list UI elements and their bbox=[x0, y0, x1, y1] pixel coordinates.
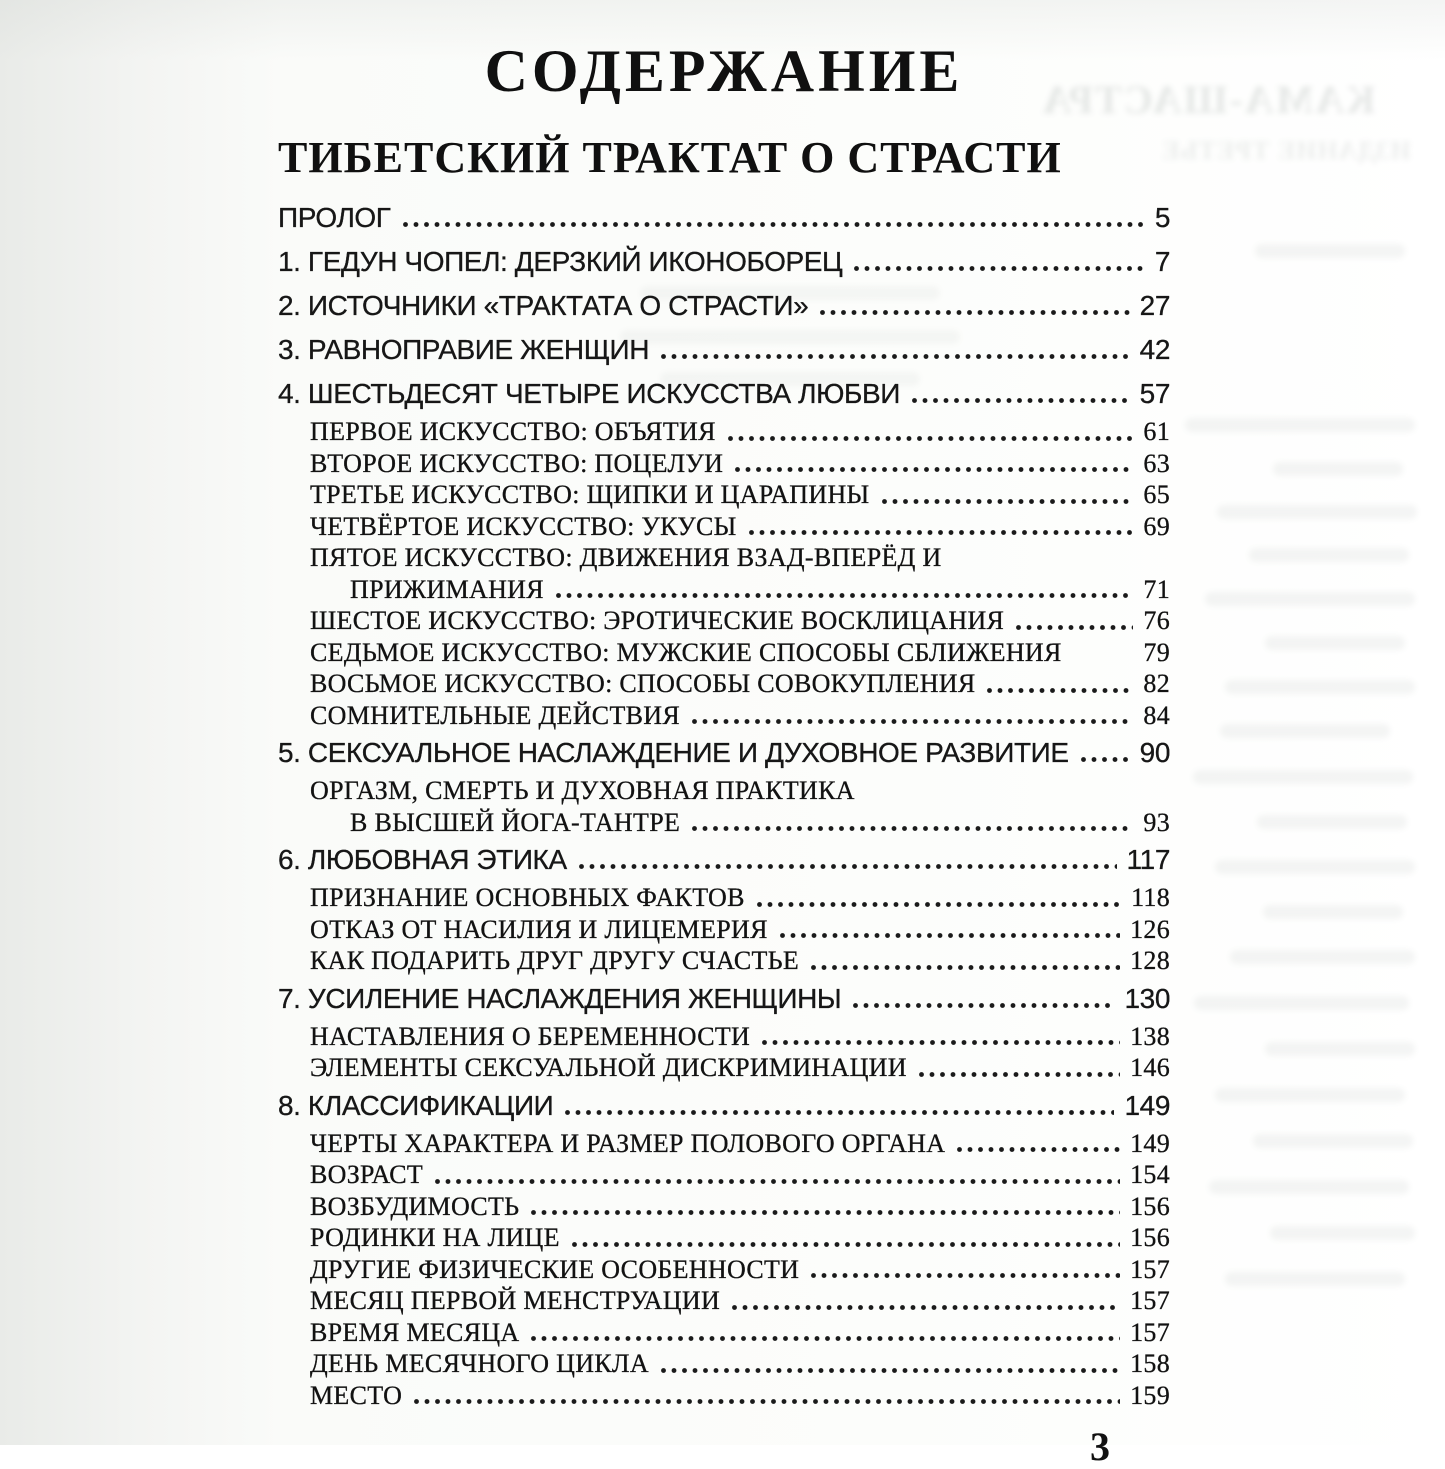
toc-entry-text: 6. ЛЮБОВНАЯ ЭТИКА bbox=[278, 844, 567, 875]
toc-entry-text: 3. РАВНОПРАВИЕ ЖЕНЩИН bbox=[278, 334, 650, 365]
toc-entry-text: СЕДЬМОЕ ИСКУССТВО: МУЖСКИЕ СПОСОБЫ СБЛИЖЕНИЯ bbox=[310, 637, 1062, 667]
toc-page-number: 128 bbox=[1130, 946, 1170, 975]
toc-entry bbox=[278, 914, 1170, 946]
showthrough-smudge bbox=[1185, 418, 1415, 432]
toc-entry bbox=[278, 511, 1170, 543]
toc-entry-text: ОТКАЗ ОТ НАСИЛИЯ И ЛИЦЕМЕРИЯ bbox=[310, 914, 768, 944]
toc-leader-dots bbox=[579, 863, 1117, 870]
toc-entry-text: МЕСЯЦ ПЕРВОЙ МЕНСТРУАЦИИ bbox=[310, 1286, 721, 1315]
toc-leader-dots bbox=[692, 718, 1133, 725]
toc-entry-text: 1. ГЕДУН ЧОПЕЛ: ДЕРЗКИЙ ИКОНОБОРЕЦ bbox=[278, 246, 843, 277]
toc-entry bbox=[278, 1254, 1170, 1286]
toc-page-number: 93 bbox=[1143, 807, 1170, 837]
showthrough-smudge bbox=[1273, 462, 1403, 476]
toc-leader-dots bbox=[749, 529, 1134, 536]
showthrough-smudge bbox=[1263, 905, 1403, 919]
toc-page-number: 5 bbox=[1154, 202, 1170, 233]
toc-entry-text: ТРЕТЬЕ ИСКУССТВО: ЩИПКИ И ЦАРАПИНЫ bbox=[310, 480, 870, 509]
toc-leader-dots bbox=[919, 1071, 1120, 1078]
toc-entry-text: ДРУГИЕ ФИЗИЧЕСКИЕ ОСОБЕННОСТИ bbox=[310, 1254, 800, 1284]
toc-entry-text: ВОСЬМОЕ ИСКУССТВО: СПОСОБЫ СОВОКУПЛЕНИЯ bbox=[310, 669, 976, 698]
showthrough-subtitle: ИЗДАНИЕ ТРЕТЬЕ bbox=[1161, 136, 1411, 165]
toc-leader-dots bbox=[732, 1304, 1120, 1311]
toc-entry-text: ВРЕМЯ МЕСЯЦА bbox=[310, 1317, 520, 1347]
toc-page-number: 156 bbox=[1130, 1191, 1170, 1221]
showthrough-smudge bbox=[1194, 996, 1409, 1010]
toc-leader-dots bbox=[728, 435, 1134, 442]
toc-leader-dots bbox=[403, 221, 1145, 228]
toc bbox=[278, 196, 1170, 1411]
toc-leader-dots bbox=[853, 1002, 1114, 1009]
toc-entry bbox=[278, 240, 1170, 284]
toc-leader-dots bbox=[811, 1272, 1120, 1279]
toc-entry bbox=[278, 448, 1170, 480]
toc-entry-text: СОМНИТЕЛЬНЫЕ ДЕЙСТВИЯ bbox=[310, 700, 680, 730]
toc-entry bbox=[278, 838, 1170, 882]
toc-entry bbox=[278, 1285, 1170, 1317]
toc-entry-text: МЕСТО bbox=[310, 1380, 403, 1410]
toc-page-number: 149 bbox=[1124, 1089, 1170, 1121]
page-title: СОДЕРЖАНИЕ bbox=[484, 38, 964, 104]
toc-entry bbox=[278, 1021, 1170, 1053]
toc-leader-dots bbox=[1016, 624, 1133, 631]
toc-entry bbox=[278, 372, 1170, 416]
toc-entry-text: 5. СЕКСУАЛЬНОЕ НАСЛАЖДЕНИЕ И ДУХОВНОЕ РАЗВИТИЕ bbox=[278, 737, 1069, 768]
showthrough-smudge bbox=[1205, 592, 1415, 606]
toc-entry bbox=[278, 1222, 1170, 1254]
toc-page-number: 79 bbox=[1143, 637, 1170, 667]
toc-entry-text: ПРИЖИМАНИЯ bbox=[350, 574, 544, 604]
toc-leader-dots bbox=[661, 353, 1130, 360]
toc-entry bbox=[278, 637, 1170, 669]
toc-entry bbox=[278, 1052, 1170, 1084]
toc-entry bbox=[278, 775, 1170, 807]
toc-leader-dots bbox=[531, 1335, 1120, 1342]
section-heading: ТИБЕТСКИЙ ТРАКТАТ О СТРАСТИ bbox=[278, 133, 1062, 182]
toc-entry-text: В ВЫСШЕЙ ЙОГА-ТАНТРЕ bbox=[350, 807, 681, 837]
toc-entry-text: 4. ШЕСТЬДЕСЯТ ЧЕТЫРЕ ИСКУССТВА ЛЮБВИ bbox=[278, 378, 900, 409]
showthrough-smudge bbox=[1270, 1226, 1415, 1240]
toc-entry bbox=[278, 1191, 1170, 1223]
toc-leader-dots bbox=[692, 825, 1133, 832]
toc-page-number: 61 bbox=[1143, 417, 1170, 446]
toc-page-number: 63 bbox=[1143, 448, 1170, 478]
toc-entry bbox=[278, 479, 1170, 511]
showthrough-smudge bbox=[1255, 244, 1405, 258]
toc-page-number: 138 bbox=[1130, 1021, 1170, 1051]
toc-entry bbox=[278, 416, 1170, 448]
toc-entry bbox=[278, 574, 1170, 606]
showthrough-smudge bbox=[1215, 1088, 1405, 1102]
toc-page-number: 7 bbox=[1154, 246, 1170, 277]
toc-page-number: 71 bbox=[1143, 574, 1170, 604]
toc-entry bbox=[278, 328, 1170, 372]
toc-entry-text: ВОЗРАСТ bbox=[310, 1160, 424, 1189]
toc-page-number: 157 bbox=[1130, 1254, 1170, 1284]
toc-entry-text: 2. ИСТОЧНИКИ «ТРАКТАТА О СТРАСТИ» bbox=[278, 290, 809, 321]
toc-page-number: 27 bbox=[1139, 290, 1170, 321]
toc-page-content bbox=[278, 18, 1170, 1411]
toc-entry bbox=[278, 1348, 1170, 1380]
toc-entry bbox=[278, 700, 1170, 732]
toc-leader-dots bbox=[757, 901, 1121, 908]
toc-leader-dots bbox=[811, 964, 1120, 971]
toc-entry-text: ПРОЛОГ bbox=[278, 202, 391, 233]
toc-page-number: 76 bbox=[1143, 606, 1170, 635]
toc-entry-text: КАК ПОДАРИТЬ ДРУГ ДРУГУ СЧАСТЬЕ bbox=[310, 946, 800, 975]
bottom-folio: 3 bbox=[1090, 1424, 1110, 1469]
toc-page-number: 90 bbox=[1139, 737, 1170, 768]
toc-page-number: 149 bbox=[1130, 1128, 1170, 1158]
showthrough-smudge bbox=[1265, 636, 1405, 650]
toc-page-number: 118 bbox=[1131, 883, 1170, 912]
showthrough-smudge bbox=[1217, 505, 1417, 519]
toc-entry-text: ЧЕТВЁРТОЕ ИСКУССТВО: УКУСЫ bbox=[310, 511, 737, 541]
toc-entry-text: ЧЕРТЫ ХАРАКТЕРА И РАЗМЕР ПОЛОВОГО ОРГАНА bbox=[310, 1128, 946, 1158]
toc-leader-dots bbox=[1074, 655, 1134, 662]
toc-leader-dots bbox=[912, 397, 1130, 404]
toc-entry bbox=[278, 542, 1170, 574]
toc-entry bbox=[278, 1380, 1170, 1412]
toc-entry bbox=[278, 977, 1170, 1021]
toc-entry-text: ШЕСТОЕ ИСКУССТВО: ЭРОТИЧЕСКИЕ ВОСКЛИЦАНИЯ bbox=[310, 606, 1005, 635]
toc-entry bbox=[278, 882, 1170, 914]
toc-entry bbox=[278, 807, 1170, 839]
toc-page-number: 57 bbox=[1139, 378, 1170, 409]
toc-page-number: 42 bbox=[1139, 334, 1170, 365]
toc-entry bbox=[278, 668, 1170, 700]
toc-leader-dots bbox=[661, 1367, 1120, 1374]
toc-entry-text: ВТОРОЕ ИСКУССТВО: ПОЦЕЛУИ bbox=[310, 448, 724, 478]
toc-entry bbox=[278, 196, 1170, 240]
toc-page-number: 158 bbox=[1130, 1349, 1170, 1378]
toc-leader-dots bbox=[565, 1109, 1114, 1116]
toc-leader-dots bbox=[735, 466, 1133, 473]
toc-leader-dots bbox=[435, 1178, 1120, 1185]
showthrough-title: КАМА-ШАСТРА bbox=[1040, 77, 1375, 122]
toc-leader-dots bbox=[882, 498, 1134, 505]
showthrough-smudge bbox=[1225, 1272, 1405, 1286]
showthrough-smudge bbox=[1220, 724, 1390, 738]
toc-entry-text: ЭЛЕМЕНТЫ СЕКСУАЛЬНОЙ ДИСКРИМИНАЦИИ bbox=[310, 1053, 907, 1082]
toc-leader-dots bbox=[414, 1398, 1120, 1405]
showthrough-smudge bbox=[1257, 815, 1407, 829]
showthrough-smudge bbox=[1215, 860, 1415, 874]
showthrough-smudge bbox=[1265, 1042, 1415, 1056]
toc-entry-text: РОДИНКИ НА ЛИЦЕ bbox=[310, 1223, 560, 1252]
toc-leader-dots bbox=[762, 1039, 1120, 1046]
toc-leader-dots bbox=[957, 1146, 1120, 1153]
toc-entry-text: ПРИЗНАНИЕ ОСНОВНЫХ ФАКТОВ bbox=[310, 883, 745, 912]
toc-entry-text: ВОЗБУДИМОСТЬ bbox=[310, 1191, 520, 1221]
toc-leader-dots bbox=[556, 592, 1134, 599]
toc-entry-text: НАСТАВЛЕНИЯ О БЕРЕМЕННОСТИ bbox=[310, 1021, 751, 1051]
toc-leader-dots bbox=[854, 265, 1144, 272]
toc-entry bbox=[278, 1317, 1170, 1349]
toc-entry bbox=[278, 1084, 1170, 1128]
showthrough-smudge bbox=[1249, 548, 1409, 562]
toc-leader-dots bbox=[780, 932, 1120, 939]
showthrough-smudge bbox=[1230, 950, 1415, 964]
toc-entry-text: 8. КЛАССИФИКАЦИИ bbox=[278, 1089, 554, 1121]
showthrough-smudge bbox=[1225, 680, 1415, 694]
toc-leader-dots bbox=[1081, 756, 1130, 763]
toc-leader-dots bbox=[531, 1209, 1120, 1216]
showthrough-smudge bbox=[1209, 1180, 1409, 1194]
toc-page-number: 159 bbox=[1130, 1380, 1170, 1410]
toc-entry bbox=[278, 1159, 1170, 1191]
showthrough-smudge bbox=[1193, 770, 1413, 784]
toc-entry bbox=[278, 731, 1170, 775]
toc-page-number: 117 bbox=[1126, 844, 1170, 875]
toc-entry bbox=[278, 605, 1170, 637]
toc-entry bbox=[278, 945, 1170, 977]
toc-page-number: 84 bbox=[1143, 700, 1170, 730]
toc-entry-text: 7. УСИЛЕНИЕ НАСЛАЖДЕНИЯ ЖЕНЩИНЫ bbox=[278, 982, 842, 1014]
toc-leader-dots bbox=[987, 687, 1133, 694]
toc-entry bbox=[278, 284, 1170, 328]
toc-page-number: 156 bbox=[1130, 1223, 1170, 1252]
toc-entry-text: ПЕРВОЕ ИСКУССТВО: ОБЪЯТИЯ bbox=[310, 417, 716, 446]
toc-page-number: 157 bbox=[1130, 1317, 1170, 1347]
toc-entry-text: ДЕНЬ МЕСЯЧНОГО ЦИКЛА bbox=[310, 1349, 649, 1378]
showthrough-smudge bbox=[1253, 1134, 1413, 1148]
toc-leader-dots bbox=[572, 1241, 1120, 1248]
toc-page-number: 154 bbox=[1130, 1160, 1170, 1189]
toc-entry bbox=[278, 1128, 1170, 1160]
toc-page-number: 69 bbox=[1143, 511, 1170, 541]
toc-page-number: 65 bbox=[1143, 480, 1170, 509]
toc-page-number: 126 bbox=[1130, 914, 1170, 944]
toc-page-number: 146 bbox=[1130, 1053, 1170, 1082]
toc-entry-text: ОРГАЗМ, СМЕРТЬ И ДУХОВНАЯ ПРАКТИКА bbox=[310, 776, 855, 805]
toc-entry-text: ПЯТОЕ ИСКУССТВО: ДВИЖЕНИЯ ВЗАД-ВПЕРЁД И bbox=[310, 543, 942, 572]
toc-page-number: 157 bbox=[1130, 1286, 1170, 1315]
toc-page-number: 130 bbox=[1124, 982, 1170, 1014]
toc-leader-dots bbox=[820, 309, 1129, 316]
toc-page-number: 82 bbox=[1143, 669, 1170, 698]
